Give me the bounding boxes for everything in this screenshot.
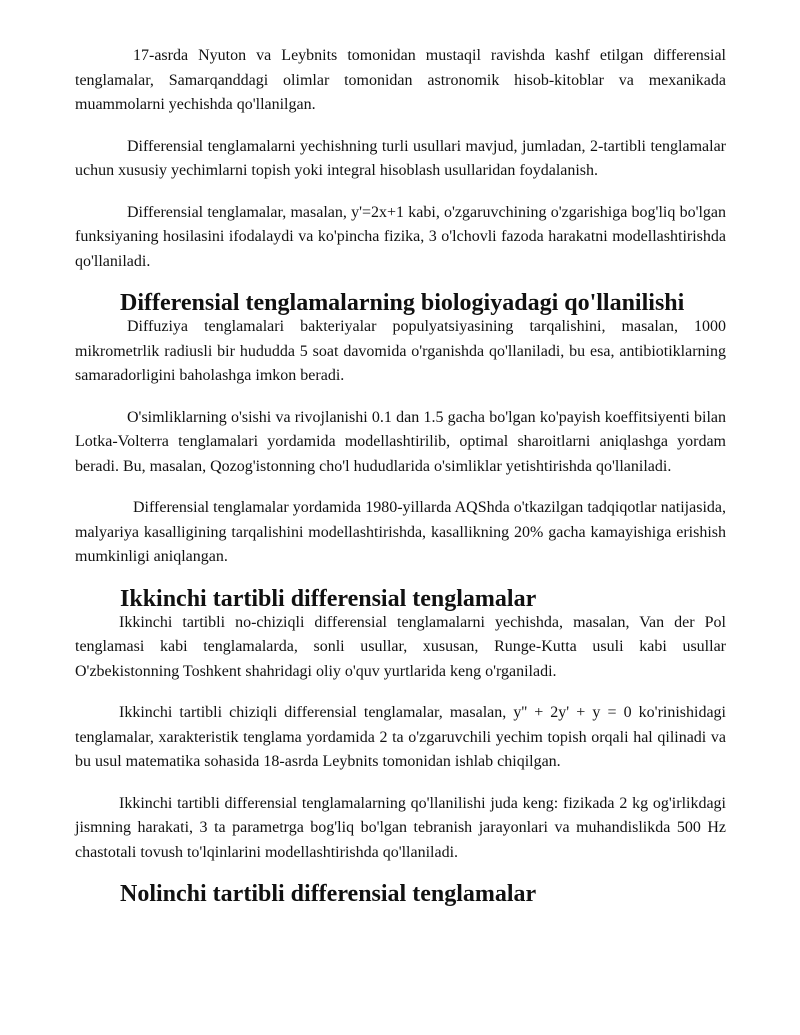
- document-page: [75, 44, 726, 906]
- section-heading-biology: Differensial tenglamalarning biologiyadagi qo'llanilishi: [120, 290, 685, 316]
- intro-paragraph-2: Differensial tenglamalarni yechishning turli usullari mavjud, jumladan, 2-tartibli tenglamalar uchun xususiy yechimlarni topish yoki integral hisoblash usullaridan foydalanish.: [75, 137, 726, 179]
- biology-paragraph-1: Diffuziya tenglamalari bakteriyalar populyatsiyasining tarqalishini, masalan, 1000 mikrometrlik radiusli bir hududda 5 soat davomida o'rganishda qo'llaniladi, bu esa, antibiotiklarning samaradorligini baholashga imkon beradi.: [75, 318, 726, 384]
- section-heading-second-order: Ikkinchi tartibli differensial tenglamalar: [120, 585, 537, 612]
- second-order-paragraph-2: Ikkinchi tartibli chiziqli differensial tenglamalar, masalan, y'' + 2y' + y = 0 ko'rinishidagi tenglamalar, xarakteristik tenglama yordamida 2 ta o'zgaruvchili yechim topish orqali hal qilinadi va bu usul matematika sohasida 18-asrda Leybnits tomonidan ishlab chiqilgan.: [75, 704, 726, 770]
- biology-paragraph-3: Differensial tenglamalar yordamida 1980-yillarda AQShda o'tkazilgan tadqiqotlar natijasida, malyariya kasalligining tarqalishini modellashtirishda, kasallikning 20% gacha kamayishiga erishish mumkinligi aniqlangan.: [75, 499, 726, 565]
- biology-paragraph-2: O'simliklarning o'sishi va rivojlanishi 0.1 dan 1.5 gacha bo'lgan ko'payish koeffitsiyenti bilan Lotka-Volterra tenglamalari yordamida modellashtirilib, optimal sharoitlarni aniqlashga yordam beradi. Bu, masalan, Qozog'istonning cho'l hududlarida o'simliklar yetishtirishda qo'llaniladi.: [75, 408, 726, 475]
- intro-paragraph-1: 17-asrda Nyuton va Leybnits tomonidan mustaqil ravishda kashf etilgan differensial tenglamalar, Samarqanddagi olimlar tomonidan astronomik hisob-kitoblar va mexanikada muammolarni yechishda qo'llanilgan.: [75, 47, 726, 113]
- section-heading-zero-order: Nolinchi tartibli differensial tenglamalar: [120, 881, 537, 907]
- second-order-paragraph-3: Ikkinchi tartibli differensial tenglamalarning qo'llanilishi juda keng: fizikada 2 kg og'irlikdagi jismning harakati, 3 ta parametrga bog'liq bo'lgan tebranish jarayonlari va muhandislikda 500 Hz chastotali tovush to'lqinlarini modellashtirishda qo'llaniladi.: [75, 794, 726, 861]
- intro-paragraph-3: Differensial tenglamalar, masalan, y'=2x+1 kabi, o'zgaruvchining o'zgarishiga bog'liq bo'lgan funksiyaning hosilasini ifodalaydi va ko'pincha fizika, 3 o'lchovli fazoda harakatni modellashtirishda qo'llaniladi.: [75, 203, 726, 270]
- second-order-paragraph-1: Ikkinchi tartibli no-chiziqli differensial tenglamalarni yechishda, masalan, Van der Pol tenglamasi kabi tenglamalarda, sonli usullar, xususan, Runge-Kutta usuli kabi usullar O'zbekistonning Toshkent shahridagi oliy o'quv yurtlarida keng o'rganiladi.: [75, 613, 726, 680]
